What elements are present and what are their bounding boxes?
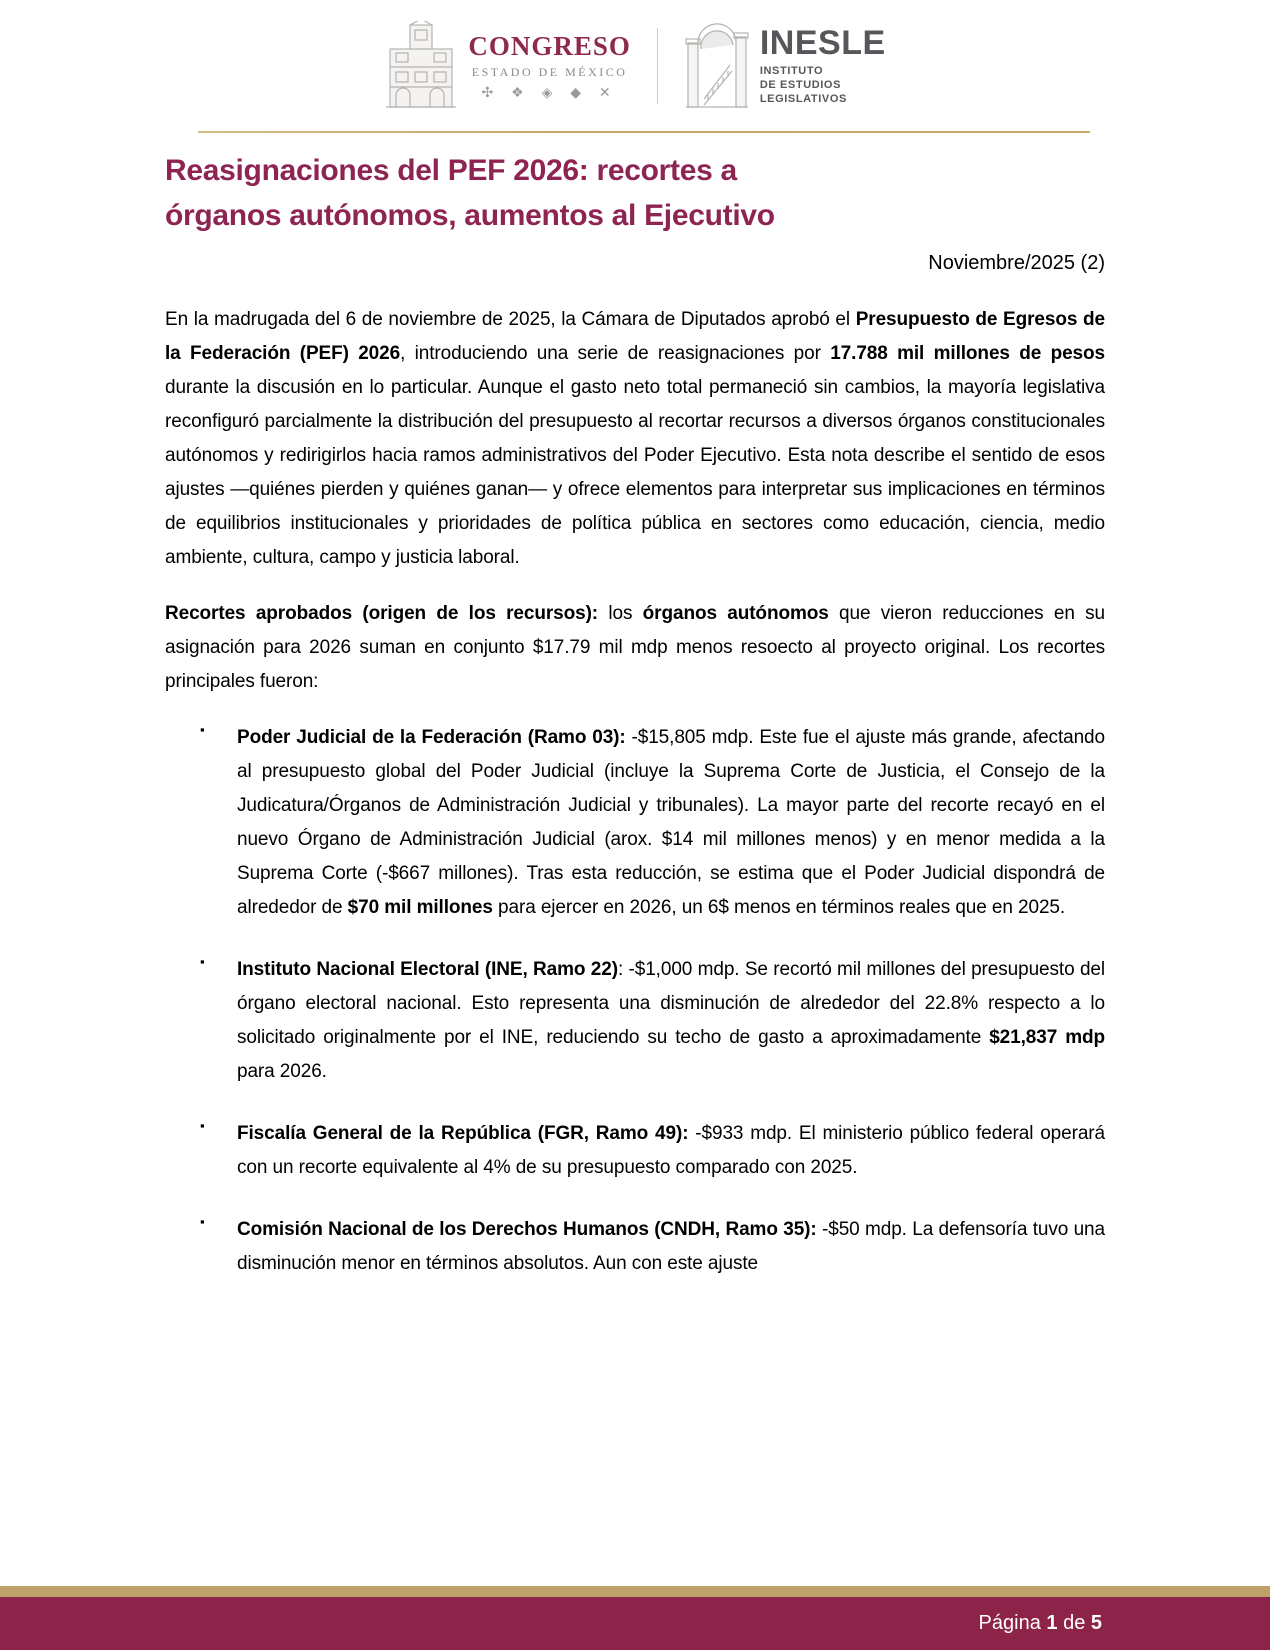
- inesle-subtitle-line3: LEGISLATIVOS: [759, 93, 847, 105]
- bullet-icon: ▪: [200, 722, 205, 737]
- page-footer: [0, 1586, 1270, 1650]
- inesle-logo: [684, 21, 886, 111]
- intro-paragraph: En la madrugada del 6 de noviembre de 2025, la Cámara de Diputados aprobó el Presupuesto de Egresos de la Federación (PEF) 2026, introduciendo una serie de reasignaciones por 17.788 mil millones de pesos durante la discusión en lo particular. Aunque el gasto neto total permaneció sin cambios, la mayoría legislativa reconfiguró parcialmente la distribución del presupuesto al recortar recursos a diversos órganos constitucionales autónomos y redirigirlos hacia ramos administrativos del Poder Ejecutivo. Esta nota describe el sentido de esos ajustes —quiénes pierden y quiénes ganan— y ofrece elementos para interpretar sus implicaciones en términos de equilibrios institucionales y prioridades de política pública en sectores como educación, ciencia, medio ambiente, cultura, campo y justicia laboral.: [165, 309, 1105, 568]
- title-line-2: órganos autónomos, aumentos al Ejecutivo: [165, 199, 775, 232]
- logo-divider: [657, 28, 658, 104]
- cuts-lead-paragraph: Recortes aprobados (origen de los recursos): los órganos autónomos que vieron reducciones en su asignación para 2026 suman en conjunto $17.79 mil mdp menos resoecto al proyecto original. Los recortes principales fueron:: [165, 603, 1106, 692]
- page-header: [0, 0, 1270, 112]
- congreso-subtitle: ESTADO DE MÉXICO: [471, 65, 628, 79]
- bullet-icon: ▪: [200, 1118, 205, 1133]
- list-item-cndh: [165, 1213, 1105, 1281]
- congreso-building-icon: [384, 21, 458, 111]
- cuts-list: [165, 721, 1105, 1281]
- title-line-1: Reasignaciones del PEF 2026: recortes a: [165, 154, 737, 187]
- inesle-logo-text: [760, 26, 886, 106]
- inesle-subtitle: [760, 64, 886, 106]
- list-item-text: Instituto Nacional Electoral (INE, Ramo 22): -$1,000 mdp. Se recortó mil millones del presupuesto del órgano electoral nacional. Esto representa una disminución de alrededor del 22.8% respecto a lo solicitado originalmente por el INE, reduciendo su techo de gasto a aproximadamente $21,837 mdp para 2026.: [237, 959, 1105, 1082]
- logo-row: [0, 0, 1270, 112]
- page-number: Página 1 de 5: [978, 1612, 1102, 1634]
- list-item-ine: [165, 953, 1105, 1089]
- bullet-icon: ▪: [200, 1214, 205, 1229]
- list-item-text: Comisión Nacional de los Derechos Humanos (CNDH, Ramo 35): -$50 mdp. La defensoría tuvo una disminución menor en términos absolutos. Aun con este ajuste: [237, 1219, 1105, 1274]
- bullet-icon: ▪: [200, 954, 205, 969]
- inesle-subtitle-line2: DE ESTUDIOS: [759, 79, 842, 91]
- inesle-wordmark: INESLE: [759, 24, 886, 62]
- inesle-arch-icon: [684, 21, 750, 111]
- congreso-logo-text: [468, 31, 631, 101]
- inesle-subtitle-line1: INSTITUTO: [759, 65, 824, 77]
- document-body: [165, 148, 1105, 1309]
- list-item-poder-judicial: [165, 721, 1105, 925]
- congreso-ornaments-icon: ✣ ❖ ◈ ◆ ✕: [481, 84, 618, 100]
- list-item-fgr: [165, 1117, 1105, 1185]
- list-item-text: Poder Judicial de la Federación (Ramo 03): -$15,805 mdp. Este fue el ajuste más grande, afectando al presupuesto global del Poder Judicial (incluye la Suprema Corte de Justicia, el Consejo de la Judicatura/Órganos de Administración Judicial y tribunales). La mayor parte del recorte recayó en el nuevo Órgano de Administración Judicial (arox. $14 mil millones menos) y en menor medida a la Suprema Corte (-$667 millones). Tras esta reducción, se estima que el Poder Judicial dispondrá de alrededor de $70 mil millones para ejercer en 2026, un 6$ menos en términos reales que en 2025.: [237, 727, 1105, 918]
- document-date: Noviembre/2025 (2): [928, 252, 1105, 274]
- footer-gold-strip: [0, 1586, 1270, 1597]
- header-divider-line: [198, 131, 1090, 133]
- footer-bar: [0, 1597, 1270, 1650]
- congreso-logo: [384, 21, 631, 111]
- document-title: [165, 148, 1105, 238]
- list-item-text: Fiscalía General de la República (FGR, Ramo 49): -$933 mdp. El ministerio público federal operará con un recorte equivalente al 4% de su presupuesto comparado con 2025.: [237, 1123, 1105, 1178]
- congreso-wordmark: CONGRESO: [468, 31, 631, 61]
